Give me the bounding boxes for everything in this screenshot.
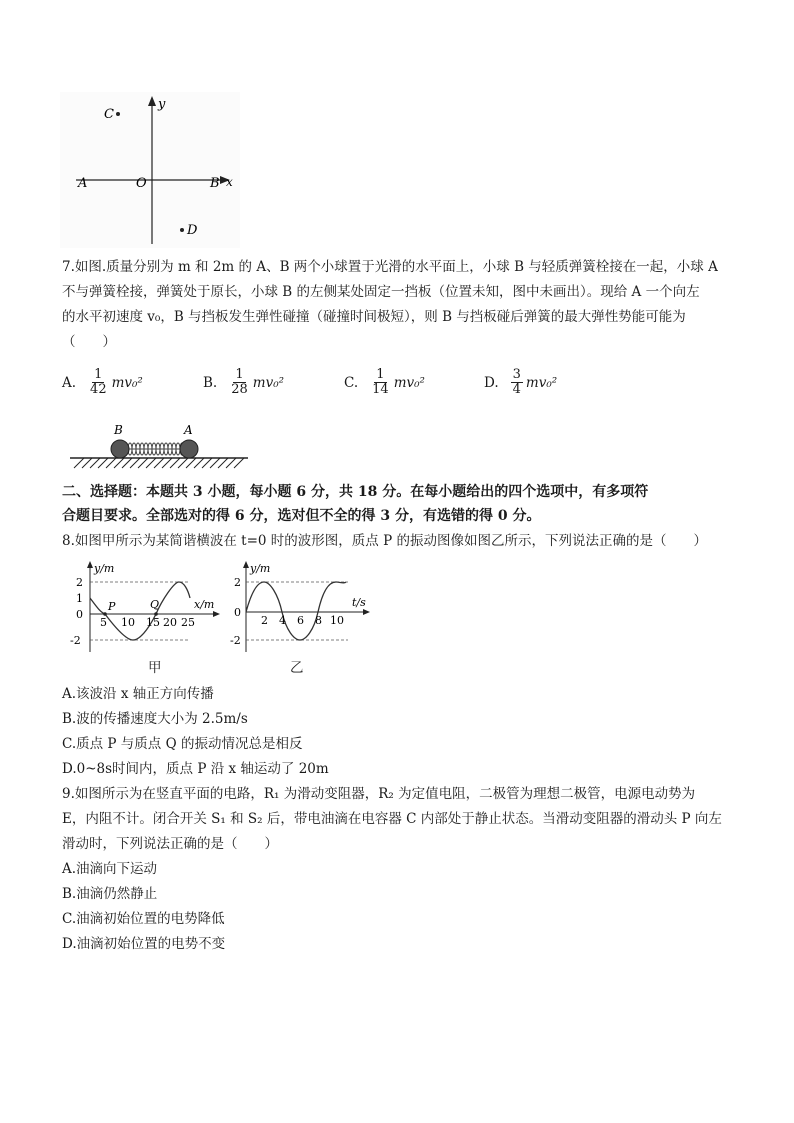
jia-ytick-2: 2: [76, 576, 83, 589]
section-2-header: [62, 480, 732, 528]
q9-options: [62, 857, 732, 957]
q7-option-b: [203, 368, 284, 397]
label-d: D: [187, 223, 198, 238]
jia-ytick-0: 0: [76, 608, 83, 621]
yi-xtick-6: 6: [297, 614, 304, 627]
point-c: [116, 112, 120, 116]
q7-option-d-label: D.: [484, 374, 499, 391]
q9-option-d: D.油滴初始位置的电势不变: [62, 936, 226, 952]
q8-option-d: D.0~8s时间内，质点 P 沿 x 轴运动了 20m: [62, 761, 329, 777]
yi-x-label: t/s: [352, 596, 366, 609]
q7-option-d-den: 4: [512, 382, 521, 397]
jia-xtick-15: 15: [146, 616, 160, 629]
q7-option-a-fraction: [88, 368, 109, 397]
jia-x-label: x/m: [194, 598, 215, 611]
section-2-line-1: 二、选择题：本题共 3 小题，每小题 6 分，共 18 分。在每小题给出的四个选项中，有多项符: [62, 484, 649, 500]
q7-line-3: 的水平初速度 v₀，B 与挡板发生弹性碰撞（碰撞时间极短），则 B 与挡板碰后弹簧的最大弹性势能可能为: [62, 309, 686, 325]
q7-option-a-den: 42: [90, 382, 107, 397]
q7-line-1: 7.如图.质量分别为 m 和 2m 的 A、B 两个小球置于光滑的水平面上，小球 B 与轻质弹簧栓接在一起，小球 A: [62, 259, 718, 275]
q8-figure-yi: [228, 560, 376, 660]
spring-coils: [128, 443, 184, 455]
q7-option-d-num: 3: [512, 367, 521, 382]
q7-option-a-num: 1: [94, 367, 103, 382]
q8-caption-jia: 甲: [148, 660, 162, 676]
point-d: [180, 228, 184, 232]
ground-hatching: [74, 458, 244, 468]
ball-b: [111, 440, 129, 458]
label-a: A: [78, 176, 88, 191]
jia-xtick-25: 25: [181, 616, 195, 629]
yi-ytick-neg2: -2: [230, 634, 241, 647]
q7-option-a-expr: mv₀²: [111, 374, 143, 391]
yi-y-label: y/m: [250, 562, 271, 575]
q8-option-a: A.该波沿 x 轴正方向传播: [62, 686, 214, 702]
yi-xtick-8: 8: [315, 614, 322, 627]
jia-x-arrow-icon: [213, 611, 220, 617]
yi-ytick-0: 0: [234, 606, 241, 619]
ball-a: [180, 440, 198, 458]
q7-option-d-expr: mv₀²: [525, 374, 558, 391]
q9-option-b: B.油滴仍然静止: [62, 886, 158, 902]
yi-y-arrow-icon: [243, 561, 249, 568]
jia-xtick-10: 10: [121, 616, 135, 629]
jia-y-label: y/m: [94, 562, 115, 575]
label-o: O: [136, 176, 147, 191]
ball-a-label: A: [184, 423, 193, 437]
q8-option-b: B.波的传播速度大小为 2.5m/s: [62, 711, 248, 727]
jia-y-arrow-icon: [87, 561, 93, 568]
q7-option-c-num: 1: [376, 367, 385, 382]
q7-option-a: [62, 368, 143, 397]
yi-vibration-curve: [246, 582, 346, 640]
label-y: y: [158, 97, 166, 112]
jia-wave-curve: [90, 582, 190, 640]
q9-option-a: A.油滴向下运动: [62, 861, 158, 877]
yi-xtick-4: 4: [279, 614, 286, 627]
q9-line-1: 9.如图所示为在竖直平面的电路，R₁ 为滑动变阻器，R₂ 为定值电阻，二极管为理想二极管，电源电动势为: [62, 786, 696, 802]
q7-option-a-label: A.: [62, 374, 77, 391]
q8-options: [62, 682, 732, 782]
q7-option-c-label: C.: [344, 374, 359, 391]
label-c: C: [104, 107, 114, 122]
q8-caption-yi: 乙: [290, 660, 304, 676]
ball-b-label: B: [114, 423, 123, 437]
yi-xtick-2: 2: [261, 614, 268, 627]
q8-stem: 8.如图甲所示为某简谐横波在 t=0 时的波形图，质点 P 的振动图像如图乙所示，下列说法正确的是（ ）: [62, 533, 707, 549]
q6-coordinate-figure: [60, 92, 240, 248]
q9-line-3: 滑动时，下列说法正确的是（ ）: [62, 836, 278, 852]
q8-option-c: C.质点 P 与质点 Q 的振动情况总是相反: [62, 736, 303, 752]
q9-line-2: E，内阻不计。闭合开关 S₁ 和 S₂ 后，带电油滴在电容器 C 内部处于静止状态。当滑动变阻器的滑动头 P 向左: [62, 811, 722, 827]
section-2-line-2: 合题目要求。全部选对的得 6 分，选对但不全的得 3 分，有选错的得 0 分。: [62, 508, 541, 524]
label-x: x: [226, 175, 233, 189]
q7-option-c: [344, 368, 425, 397]
q7-spring-figure: [66, 422, 252, 472]
q7-option-d: [484, 368, 557, 397]
q7-option-b-label: B.: [203, 374, 218, 391]
q7-option-b-num: 1: [235, 367, 244, 382]
q7-answer-blank: （ ）: [62, 334, 116, 350]
label-b: B: [210, 176, 220, 191]
q7-option-b-den: 28: [231, 382, 248, 397]
jia-p-label: P: [108, 600, 116, 613]
jia-xtick-20: 20: [163, 616, 177, 629]
q7-option-b-expr: mv₀²: [252, 374, 285, 391]
yi-xtick-10: 10: [330, 614, 344, 627]
jia-ytick-1: 1: [76, 592, 83, 605]
q9-stem: [62, 782, 732, 857]
q8-figure-jia: [62, 560, 232, 660]
jia-q-label: Q: [150, 598, 160, 611]
jia-xtick-5: 5: [100, 616, 107, 629]
q7-option-b-fraction: [229, 368, 250, 397]
q7-stem: [62, 255, 732, 355]
jia-ytick-neg2: -2: [70, 634, 81, 647]
q7-option-c-den: 14: [372, 382, 389, 397]
q7-option-c-fraction: [370, 368, 391, 397]
q9-option-c: C.油滴初始位置的电势降低: [62, 911, 225, 927]
q7-option-c-expr: mv₀²: [393, 374, 425, 391]
yi-x-arrow-icon: [363, 609, 370, 615]
yi-ytick-2: 2: [234, 576, 241, 589]
q7-option-d-fraction: [511, 368, 523, 397]
q7-line-2: 不与弹簧栓接，弹簧处于原长，小球 B 的左侧某处固定一挡板（位置未知，图中未画出）。现给 A 一个向左: [62, 284, 700, 300]
